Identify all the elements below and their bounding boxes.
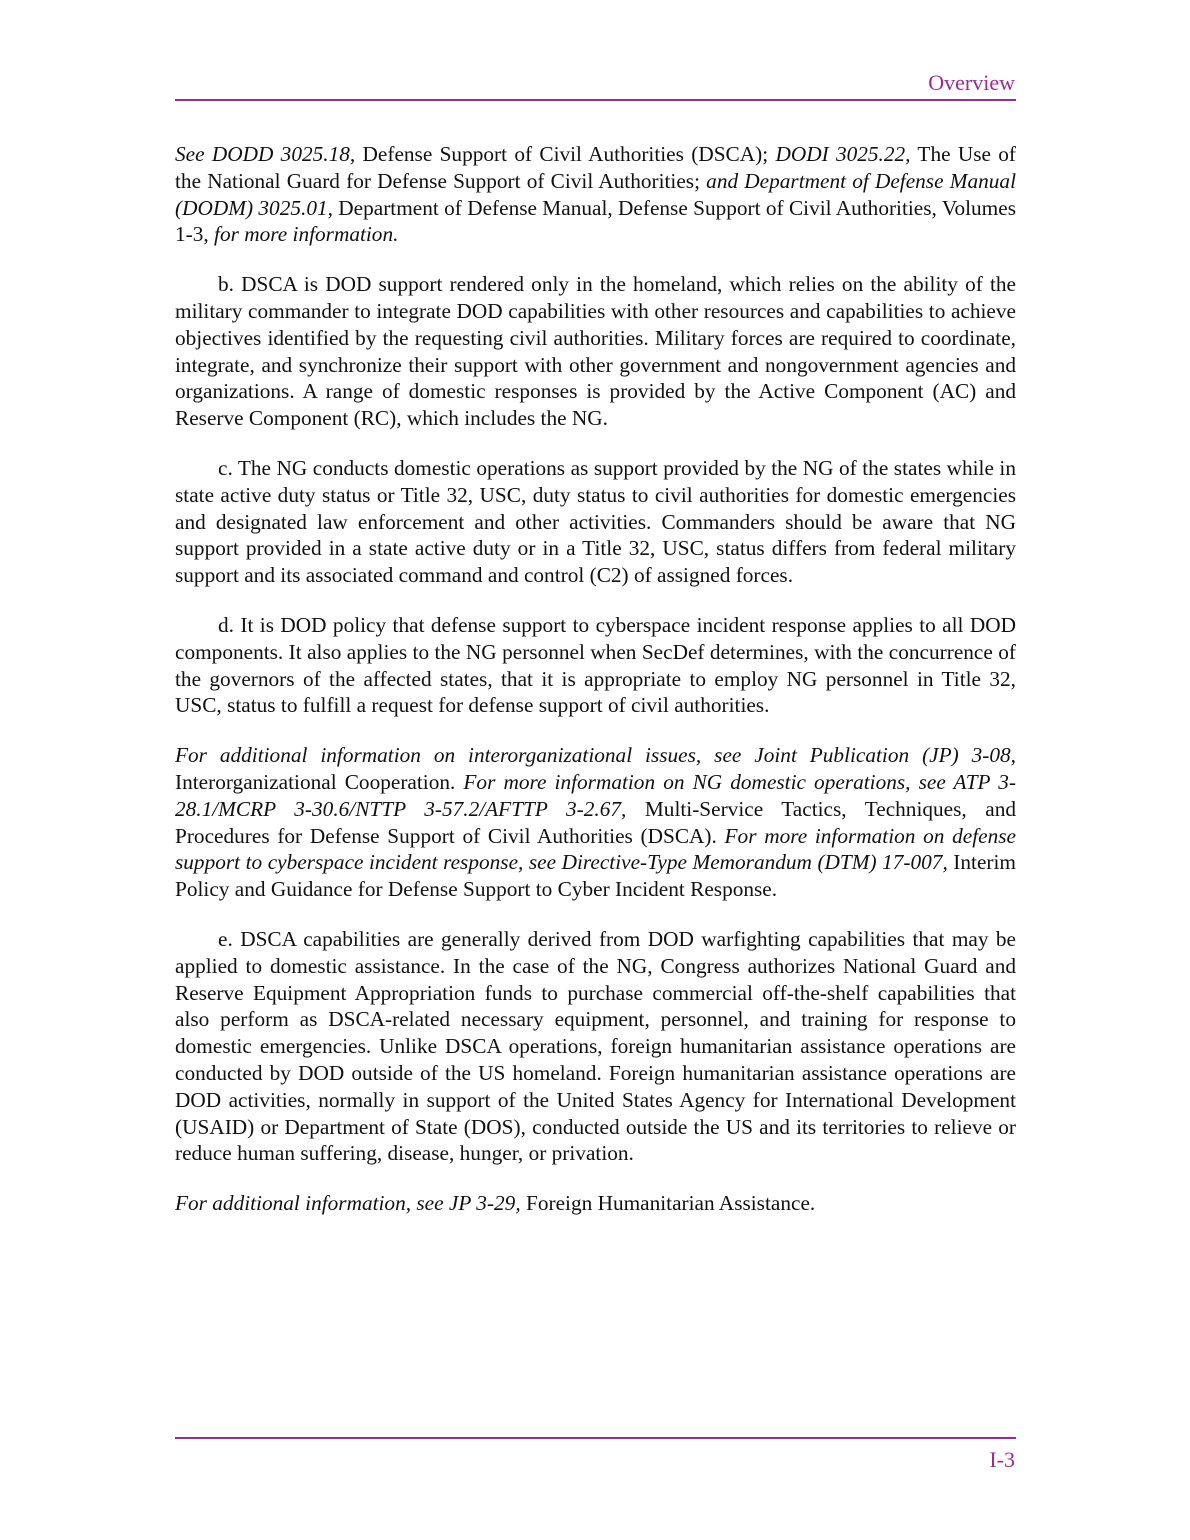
ref-text: Department of Defense Manual, Defense Support of Civil Authorities, Volumes 1-3, — [175, 195, 1016, 247]
ref-text: Foreign Humanitarian Assistance. — [520, 1191, 816, 1216]
ref-text: Defense Support of Civil Authorities (DSCA); — [355, 142, 776, 166]
paragraph-b: b. DSCA is DOD support rendered only in the homeland, which relies on the ability of the military commander to integrate DOD capabilities with other resources and capabilities to achieve objectives identified by the requesting civil authorities. Military forces are required to coordinate, integrate, and synchronize their support with other government and nongovernment agencies and organizations. A range of domestic responses is provided by the Active Component (AC) and Reserve Component (RC), which includes the NG. — [175, 272, 1016, 431]
header-rule — [175, 99, 1016, 101]
ref-text: Interim Policy and Guidance for Defense Support to Cyber Incident Response. — [175, 850, 1016, 902]
ref-italic: For more information on NG domestic operations, see ATP 3-28.1/MCRP 3-30.6/NTTP 3-57.2/AFTTP 3-2.67, — [175, 769, 1016, 821]
ref-text: Multi-Service Tactics, Techniques, and Procedures for Defense Support of Civil Authorities (DSCA). — [175, 796, 1016, 848]
ref-italic: For additional information on interorganizational issues, see Joint Publication (JP) 3-08, — [175, 743, 1016, 768]
reference-note-foreign-humanitarian — [175, 1190, 1016, 1217]
footer-rule — [175, 1437, 1016, 1439]
page-header-title: Overview — [928, 70, 1015, 95]
ref-italic: and Department of Defense Manual (DODM) 3025.01, — [175, 168, 1016, 220]
ref-italic: For additional information, see JP 3-29, — [175, 1191, 521, 1216]
ref-italic: for more information. — [214, 222, 399, 247]
paragraph-e: e. DSCA capabilities are generally derived from DOD warfighting capabilities that may be applied to domestic assistance. In the case of the NG, Congress authorizes National Guard and Reserve Equipment Appropriation funds to purchase commercial off-the-shelf capabilities that also perform as DSCA-related necessary equipment, personnel, and training for response to domestic emergencies. Unlike DSCA operations, foreign humanitarian assistance operations are conducted by DOD outside of the US homeland. Foreign humanitarian assistance operations are DOD activities, normally in support of the United States Agency for International Development (USAID) or Department of State (DOS), conducted outside the US and its territories to relieve or reduce human suffering, disease, hunger, or privation. — [175, 926, 1016, 1166]
ref-italic: DODI 3025.22, — [775, 142, 911, 166]
ref-italic: See DODD 3025.18, — [175, 142, 356, 166]
paragraph-d: d. It is DOD policy that defense support to cyberspace incident response applies to all DOD components. It also applies to the NG personnel when SecDef determines, with the concurrence of the governors of the affected states, that it is appropriate to employ NG personnel in Title 32, USC, status to fulfill a request for defense support of civil authorities. — [175, 612, 1016, 718]
page-number: I-3 — [989, 1447, 1015, 1472]
paragraph-c: c. The NG conducts domestic operations as support provided by the NG of the states while in state active duty status or Title 32, USC, duty status to civil authorities for domestic emergencies and designated law enforcement and other activities. Commanders should be aware that NG support provided in a state active duty or in a Title 32, USC, status differs from federal military support and its associated command and control (C2) of assigned forces. — [175, 455, 1016, 588]
reference-note-dsca-directives — [175, 141, 1016, 248]
ref-text: Interorganizational Cooperation. — [175, 769, 464, 794]
page-body — [175, 141, 1016, 1240]
ref-text: The Use of the National Guard for Defense Support of Civil Authorities; — [175, 142, 1016, 193]
reference-note-interorganizational — [175, 742, 1016, 903]
ref-italic: For more information on defense support to cyberspace incident response, see Directive-Type Memorandum (DTM) 17-007, — [175, 823, 1016, 875]
